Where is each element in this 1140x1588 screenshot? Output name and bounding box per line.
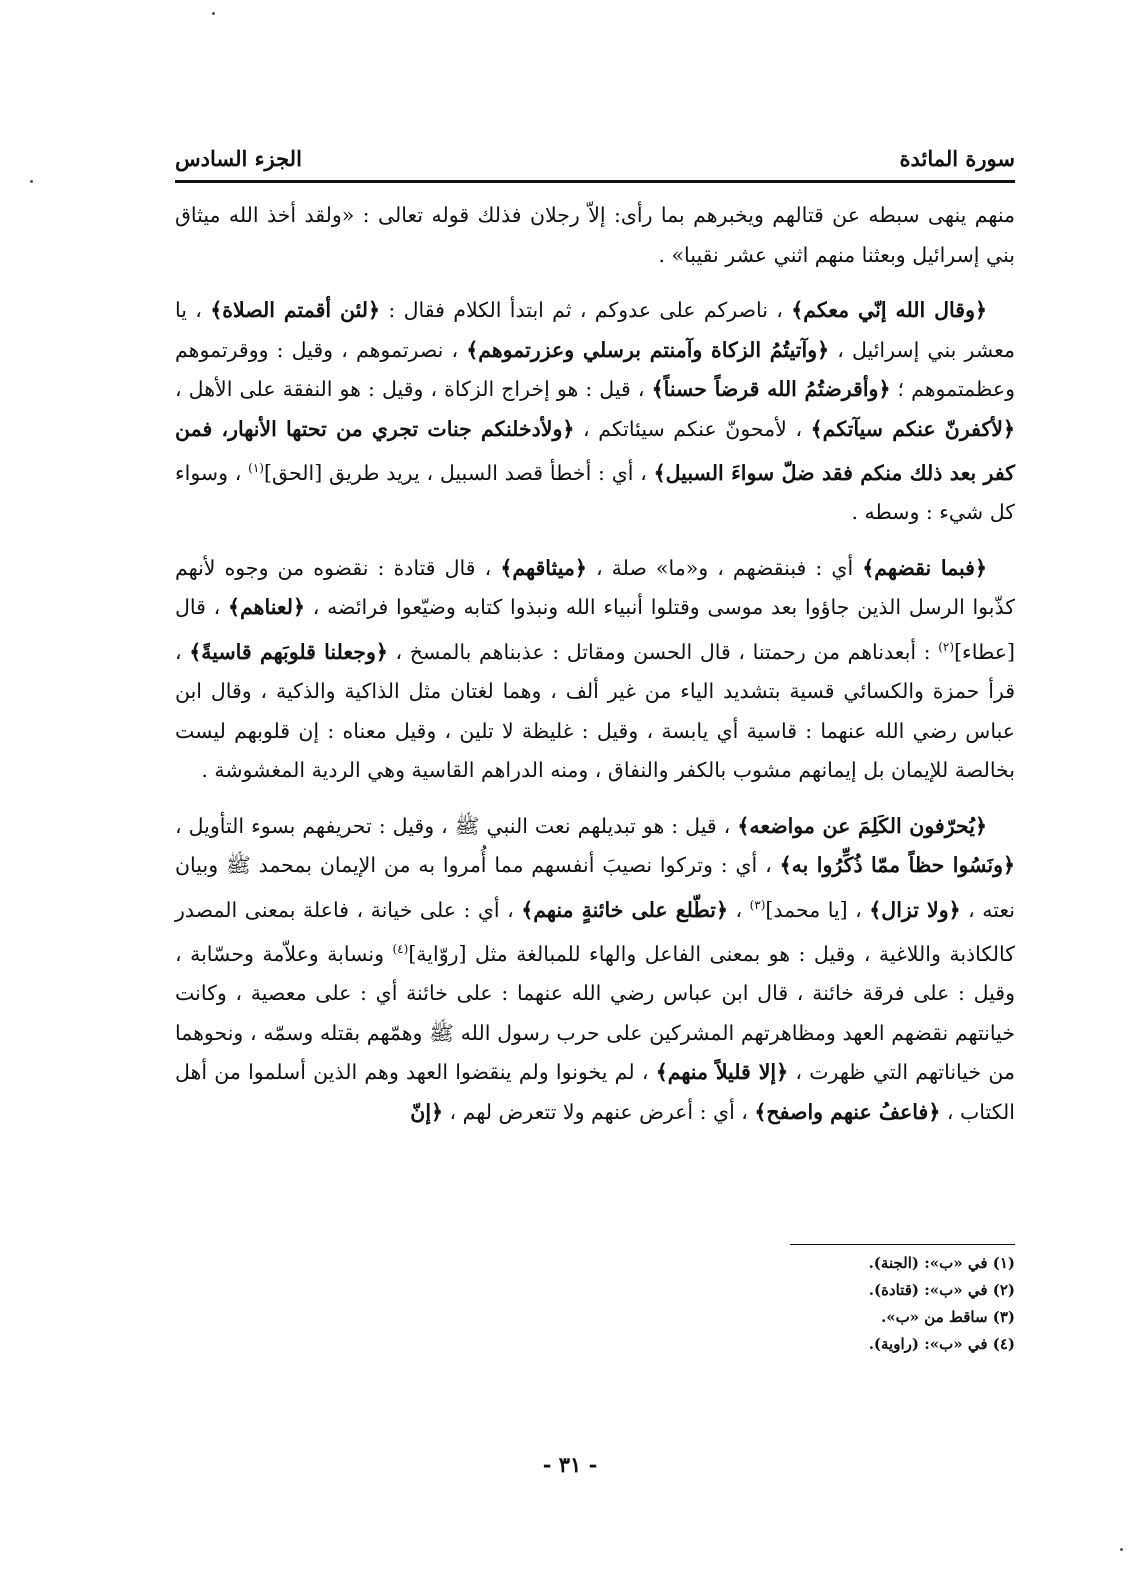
text-segment: ، وسواء كل شيء : وسطه . [175,460,1015,525]
text-segment: : أبعدناهم من رحمتنا ، قال الحسن ومقاتل : عذبناهم بالمسخ ، [387,639,939,664]
quran-quote: ﴿إنّ [410,1099,444,1124]
quran-quote: ﴿لئن أقمتم الصلاة﴾ [210,298,381,322]
running-header [175,140,1015,176]
text-segment: ، قال قتادة : نقضوه من وجوه لأنهم كذّبوا الرسل الذين جاؤوا بعد موسى وقتلوا أنبياء الله ونبذوا كتابه وضيّعوا فرائضه ، [175,555,1015,620]
quran-quote: ﴿فاعفُ عنهم واصفح﴾ [754,1099,941,1124]
quran-quote: ﴿ولا تزال﴾ [869,897,961,922]
quran-quote: ﴿يُحرّفون الكَلِمَ عن مواضعه﴾ [737,813,987,838]
part-title: الجزء السادس [175,145,302,171]
text-segment: منهم ينهى سبطه عن قتالهم ويخبرهم بما رأى: إلاّ رجلان فذلك قوله تعالى : «ولقد أخذ الله ميثاق بني إسرائيل وبعثنا منهم اثني عشر نقيبا» . [175,203,1015,267]
text-segment: أي : فبنقضهم ، و«ما» صلة ، [586,555,863,580]
text-segment: ، أي : أعرض عنهم ولا تتعرض لهم ، [443,1099,755,1124]
footnote-4: (٤) في «ب»: (راوية). [868,1335,1015,1353]
footnote-marker: (٤) [392,941,409,956]
text-segment: ، لم يخونوا ولم ينقضوا العهد وهم الذين أسلموا من أهل الكتاب ، [175,1060,1015,1124]
text-segment: ، لأمحونّ عنكم سيئاتكم ، [574,416,811,441]
footnote-rule [790,1244,1015,1245]
quran-quote: ﴿ميثاقهم﴾ [500,555,587,580]
text-segment: ، [يا محمد] [765,897,870,922]
header-rule [175,180,1015,183]
text-segment: ، قال [عطاء] [175,595,1015,664]
text-segment: ، أي : على خيانة ، فاعلة بمعنى المصدر كالكاذبة واللاغية ، وقيل : هو بمعنى الفاعل والهاء للمبالغة مثل [روّاية] [175,897,1015,966]
text-segment: ، ناصركم على عدوكم ، ثم ابتدأ الكلام فقال : [380,298,792,322]
body-text [175,196,1015,1148]
text-segment: ونسابة وعلاّمة وحسّابة ، وقيل : على فرقة خائنة ، قال ابن عباس رضي الله عنهما : على خائنة أي : على معصية ، وكانت خيانتهم نقضهم العهد ومظاهرتهم المشركين على حرب رسول الله ﷺ وهمّهم بقتله وسمّه ، ونحوهما من خياناتهم التي ظهرت ، [175,941,1015,1085]
surah-title: سورة المائدة [899,145,1015,171]
footnote-2: (٢) في «ب»: (قتادة). [868,1281,1015,1299]
paragraph [175,549,1015,791]
quran-quote: ﴿تطّلع على خائنةٍ منهم﴾ [521,897,728,922]
text-segment: ، يا معشر بني إسرائيل ، [175,298,1015,362]
footnote-marker: (١) [248,461,264,475]
scan-speck [1120,1548,1123,1551]
quran-quote: ﴿فبما نقضهم﴾ [862,555,987,580]
quran-quote: ﴿لأكفرنّ عنكم سيآتكم﴾ [810,416,1016,441]
text-segment: ، نصرتموهم ، وقيل : ووقرتموهم وعظمتموهم ؛ [175,337,1015,401]
footnote-marker: (٢) [938,639,955,654]
footnote-marker: (٣) [749,897,766,912]
quran-quote: ﴿وآتيتُمُ الزكاة وآمنتم برسلي وعزرتموهم﴾ [466,337,830,362]
quran-quote: ﴿ولأدخلنكم جنات تجري من تحتها الأنهار، فمن كفر بعد ذلك منكم فقد ضلّ سواءَ السبيل﴾ [175,416,1015,485]
scan-speck [30,180,33,183]
quran-quote: ﴿وقال الله إنّي معكم﴾ [791,298,987,322]
quran-quote: ﴿إلا قليلاً منهم﴾ [655,1060,789,1085]
text-segment: ، قرأ حمزة والكسائي قسية بتشديد الياء من غير ألف ، وهما لغتان مثل الذاكية والذكية ، وقال ابن عباس رضي الله عنهما : قاسية أي يابسة ، وقيل : غليظة لا تلين ، وقيل معناه : إن قلوبهم ليست بخالصة للإيمان بل إيمانهم مشوب بالكفر والنفاق ، ومنه الدراهم القاسية وهي الردية المغشوشة . [175,639,1015,783]
quran-quote: ﴿ونَسُوا حظاً ممّا ذُكِّرُوا به﴾ [779,853,1015,878]
text-segment: ، أي : أخطأ قصد السبيل ، يريد طريق [الحق] [263,460,654,485]
text-segment: ، قيل : هو إخراج الزكاة ، وقيل : هو النفقة على الأهل ، [175,377,652,401]
quran-quote: ﴿وأقرضتُمُ الله قرضاً حسناً﴾ [651,377,891,401]
text-segment: ، قيل : هو تبديلهم نعت النبي ﷺ ، وقيل : تحريفهم بسوء التأويل ، [175,813,738,838]
text-segment: ، أي : وتركوا نصيبَ أنفسهم مما أُمروا به من الإيمان بمحمد ﷺ وبيان نعته ، [175,853,1015,922]
paragraph [175,291,1015,533]
footnotes [700,1250,1015,1358]
text-segment: ، [727,897,750,922]
quran-quote: ﴿وجعلنا قلوبَهم قاسيةً﴾ [189,639,388,664]
paragraph [175,807,1015,1133]
paragraph [175,196,1015,275]
page-number: - ٣١ - [542,1452,598,1477]
footnote-3: (٣) ساقط من «ب». [880,1308,1015,1326]
footnote-1: (١) في «ب»: (الجنة). [868,1254,1015,1272]
quran-quote: ﴿لعناهم﴾ [227,595,306,620]
scan-speck [212,12,215,15]
